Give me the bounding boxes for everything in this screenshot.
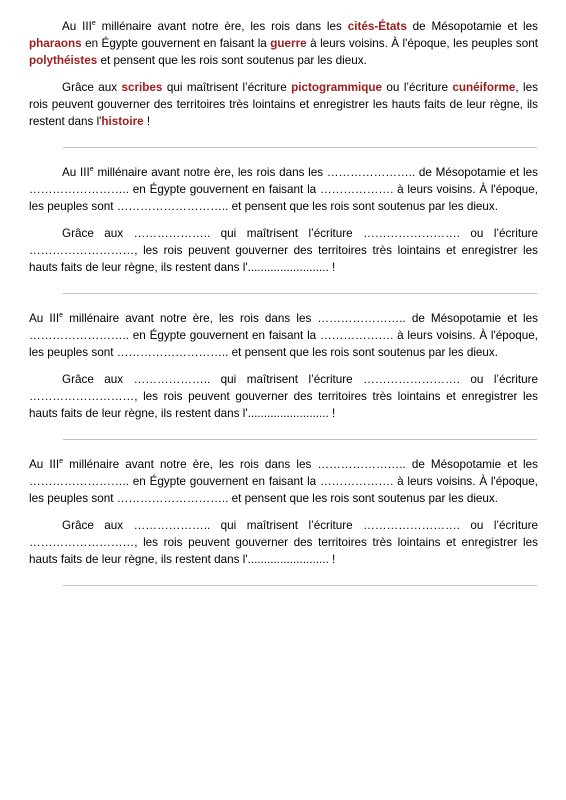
exercise-paragraph-2: Grâce aux ……………….. qui maîtrisent l’écriture ……………………. ou l’écriture ………………………, les rois peuvent gouverner des territoires très lointains et enregistrer les hauts faits de leur règne, ils restent dans l'......................... ! <box>29 519 538 566</box>
text-run: millénaire avant notre ère, les rois dans les ………………….. de Mésopotamie et les …………………….. en Égypte gouvernent en faisant la ………………. à leurs voisins. À l'époque, les peuples sont ……………………….. et pensent que les rois sont soutenus par les dieux. <box>29 312 538 359</box>
cut-line-divider <box>63 439 537 440</box>
text-run: Au III <box>29 312 60 325</box>
answer-histoire: histoire <box>101 115 144 128</box>
answer-cuneiforme: cunéiforme <box>452 81 516 94</box>
text-run: , les rois peuvent gouverner des territoires très lointains et enregistrer les hauts faits de leur règne, ils restent dans l' <box>29 81 538 128</box>
cut-line-divider <box>63 293 537 294</box>
answer-polytheistes: polythéistes <box>29 54 98 67</box>
exercise-copy-1 <box>29 164 538 276</box>
text-run: millénaire avant notre ère, les rois dans les ………………….. de Mésopotamie et les …………………….. en Égypte gouvernent en faisant la ………………. à leurs voisins. À l'époque, les peuples sont ……………………….. et pensent que les rois sont soutenus par les dieux. <box>29 166 538 213</box>
exercise-paragraph-2: Grâce aux ……………….. qui maîtrisent l’écriture ……………………. ou l’écriture ………………………, les rois peuvent gouverner des territoires très lointains et enregistrer les hauts faits de leur règne, ils restent dans l'......................... ! <box>29 227 538 274</box>
answer-scribes: scribes <box>121 81 163 94</box>
exercise-paragraph-2: Grâce aux ……………….. qui maîtrisent l’écriture ……………………. ou l’écriture ………………………, les rois peuvent gouverner des territoires très lointains et enregistrer les hauts faits de leur règne, ils restent dans l'......................... ! <box>29 373 538 420</box>
text-run: Au III <box>62 166 90 179</box>
text-run: ou l’écriture <box>382 81 453 94</box>
exercise-paragraph-1 <box>29 456 538 507</box>
text-run: de Mésopotamie et les <box>406 20 538 33</box>
answer-cites-etats: cités-États <box>347 20 407 33</box>
answer-pharaons: pharaons <box>29 37 82 50</box>
superscript: e <box>59 312 64 320</box>
worksheet-page <box>29 18 538 586</box>
superscript: e <box>59 458 64 466</box>
text-run: ! <box>143 115 151 128</box>
exercise-paragraph-1 <box>29 164 538 215</box>
answer-pictogrammique: pictogrammique <box>291 81 383 94</box>
text-run: Grâce aux <box>62 81 122 94</box>
superscript: e <box>89 166 94 174</box>
exercise-copy-3 <box>29 456 538 568</box>
text-run: qui maîtrisent l’écriture <box>162 81 292 94</box>
cut-line-divider <box>63 585 537 586</box>
answer-guerre: guerre <box>270 37 307 50</box>
text-run: Au III <box>62 20 92 33</box>
text-run: Au III <box>29 458 60 471</box>
text-run: millénaire avant notre ère, les rois dans les ………………….. de Mésopotamie et les …………………….. en Égypte gouvernent en faisant la ………………. à leurs voisins. À l'époque, les peuples sont ……………………….. et pensent que les rois sont soutenus par les dieux. <box>29 458 538 505</box>
text-run: en Égypte gouvernent en faisant la <box>81 37 271 50</box>
text-run: millénaire avant notre ère, les rois dans les <box>95 20 348 33</box>
cut-line-divider <box>63 147 537 148</box>
answer-key-section <box>29 18 538 130</box>
text-run: à leurs voisins. À l'époque, les peuples sont <box>306 37 538 50</box>
answer-key-paragraph-2 <box>29 79 538 130</box>
answer-key-paragraph-1 <box>29 18 538 69</box>
exercise-copy-2 <box>29 310 538 422</box>
exercise-paragraph-1 <box>29 310 538 361</box>
superscript: e <box>91 20 96 28</box>
text-run: et pensent que les rois sont soutenus par les dieux. <box>97 54 367 67</box>
